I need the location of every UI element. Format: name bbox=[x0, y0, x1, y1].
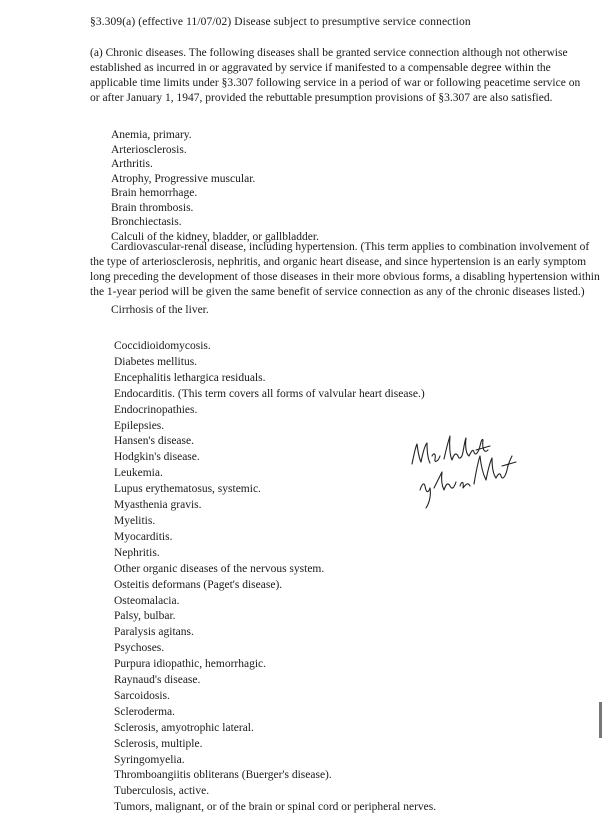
list-item: Brain hemorrhage. bbox=[111, 187, 198, 199]
list-item: Raynaud's disease. bbox=[114, 674, 201, 687]
list-item: Nephritis. bbox=[114, 546, 160, 559]
list-item: Arteriosclerosis. bbox=[111, 143, 187, 156]
list-item: Calculi of the kidney, bladder, or gallbladder. bbox=[111, 230, 319, 243]
list-item: Sclerosis, multiple. bbox=[114, 737, 203, 750]
cirrhosis-item: Cirrhosis of the liver. bbox=[111, 304, 209, 316]
list-item: Sarcoidosis. bbox=[114, 689, 170, 702]
list-item: Myasthenia gravis. bbox=[114, 499, 202, 512]
list-item: Bronchiectasis. bbox=[111, 216, 182, 228]
list-item: Osteomalacia. bbox=[114, 594, 180, 607]
list-item: Leukemia. bbox=[114, 467, 163, 480]
handwritten-signature bbox=[408, 432, 528, 512]
list-item: Purpura idiopathic, hemorrhagic. bbox=[114, 658, 267, 671]
list-item: Lupus erythematosus, systemic. bbox=[114, 483, 261, 496]
list-item: Encephalitis lethargica residuals. bbox=[114, 371, 266, 384]
list-item: Other organic diseases of the nervous system. bbox=[114, 562, 325, 575]
list-item: Anemia, primary. bbox=[111, 129, 192, 141]
list-item: Thromboangiitis obliterans (Buerger's disease). bbox=[114, 769, 332, 782]
list-item: Atrophy, Progressive muscular. bbox=[111, 172, 256, 185]
disease-list-a bbox=[111, 128, 319, 244]
list-item: Hodgkin's disease. bbox=[114, 451, 200, 464]
list-item: Sclerosis, amyotrophic lateral. bbox=[114, 721, 254, 734]
list-item: Osteitis deformans (Paget's disease). bbox=[114, 578, 283, 591]
intro-paragraph: (a) Chronic diseases. The following diseases shall be granted service connection although not otherwise established as incurred in or aggravated by service if manifested to a compensable degree within the applicable time limits under §3.307 following service in a period of war or following peacetime service on or after January 1, 1947, provided the rebuttable presumption provisions of §3.307 are also satisfied. bbox=[90, 47, 581, 104]
list-item: Brain thrombosis. bbox=[111, 201, 194, 214]
list-item: Tumors, malignant, or of the brain or spinal cord or peripheral nerves. bbox=[114, 801, 437, 814]
list-item: Epilepsies. bbox=[114, 419, 165, 432]
list-item: Paralysis agitans. bbox=[114, 626, 194, 639]
cardiovascular-renal-item: Cardiovascular-renal disease, including hypertension. (This term applies to combination involvement of the type of arteriosclerosis, nephritis, and organic heart disease, and since hypertension is an early symptom long preceding the development of those diseases in their more obvious forms, a disabling hypertension within the 1-year period will be given the same benefit of service connection as any of the chronic diseases listed.) bbox=[90, 241, 600, 298]
list-item: Hansen's disease. bbox=[114, 435, 194, 448]
list-item: Palsy, bulbar. bbox=[114, 610, 176, 623]
list-item: Tuberculosis, active. bbox=[114, 785, 210, 798]
list-item: Psychoses. bbox=[114, 642, 165, 655]
list-item: Endocarditis. (This term covers all forms of valvular heart disease.) bbox=[114, 387, 425, 400]
list-item: Coccidioidomycosis. bbox=[114, 340, 211, 352]
list-item: Myocarditis. bbox=[114, 530, 173, 543]
list-item: Arthritis. bbox=[111, 158, 153, 170]
list-item: Endocrinopathies. bbox=[114, 403, 198, 416]
disease-list-b bbox=[114, 339, 436, 816]
list-item: Scleroderma. bbox=[114, 705, 175, 718]
list-item: Myelitis. bbox=[114, 514, 156, 527]
list-item: Syringomyelia. bbox=[114, 753, 185, 766]
section-heading: §3.309(a) (effective 11/07/02) Disease subject to presumptive service connection bbox=[90, 16, 471, 28]
list-item: Diabetes mellitus. bbox=[114, 355, 198, 368]
